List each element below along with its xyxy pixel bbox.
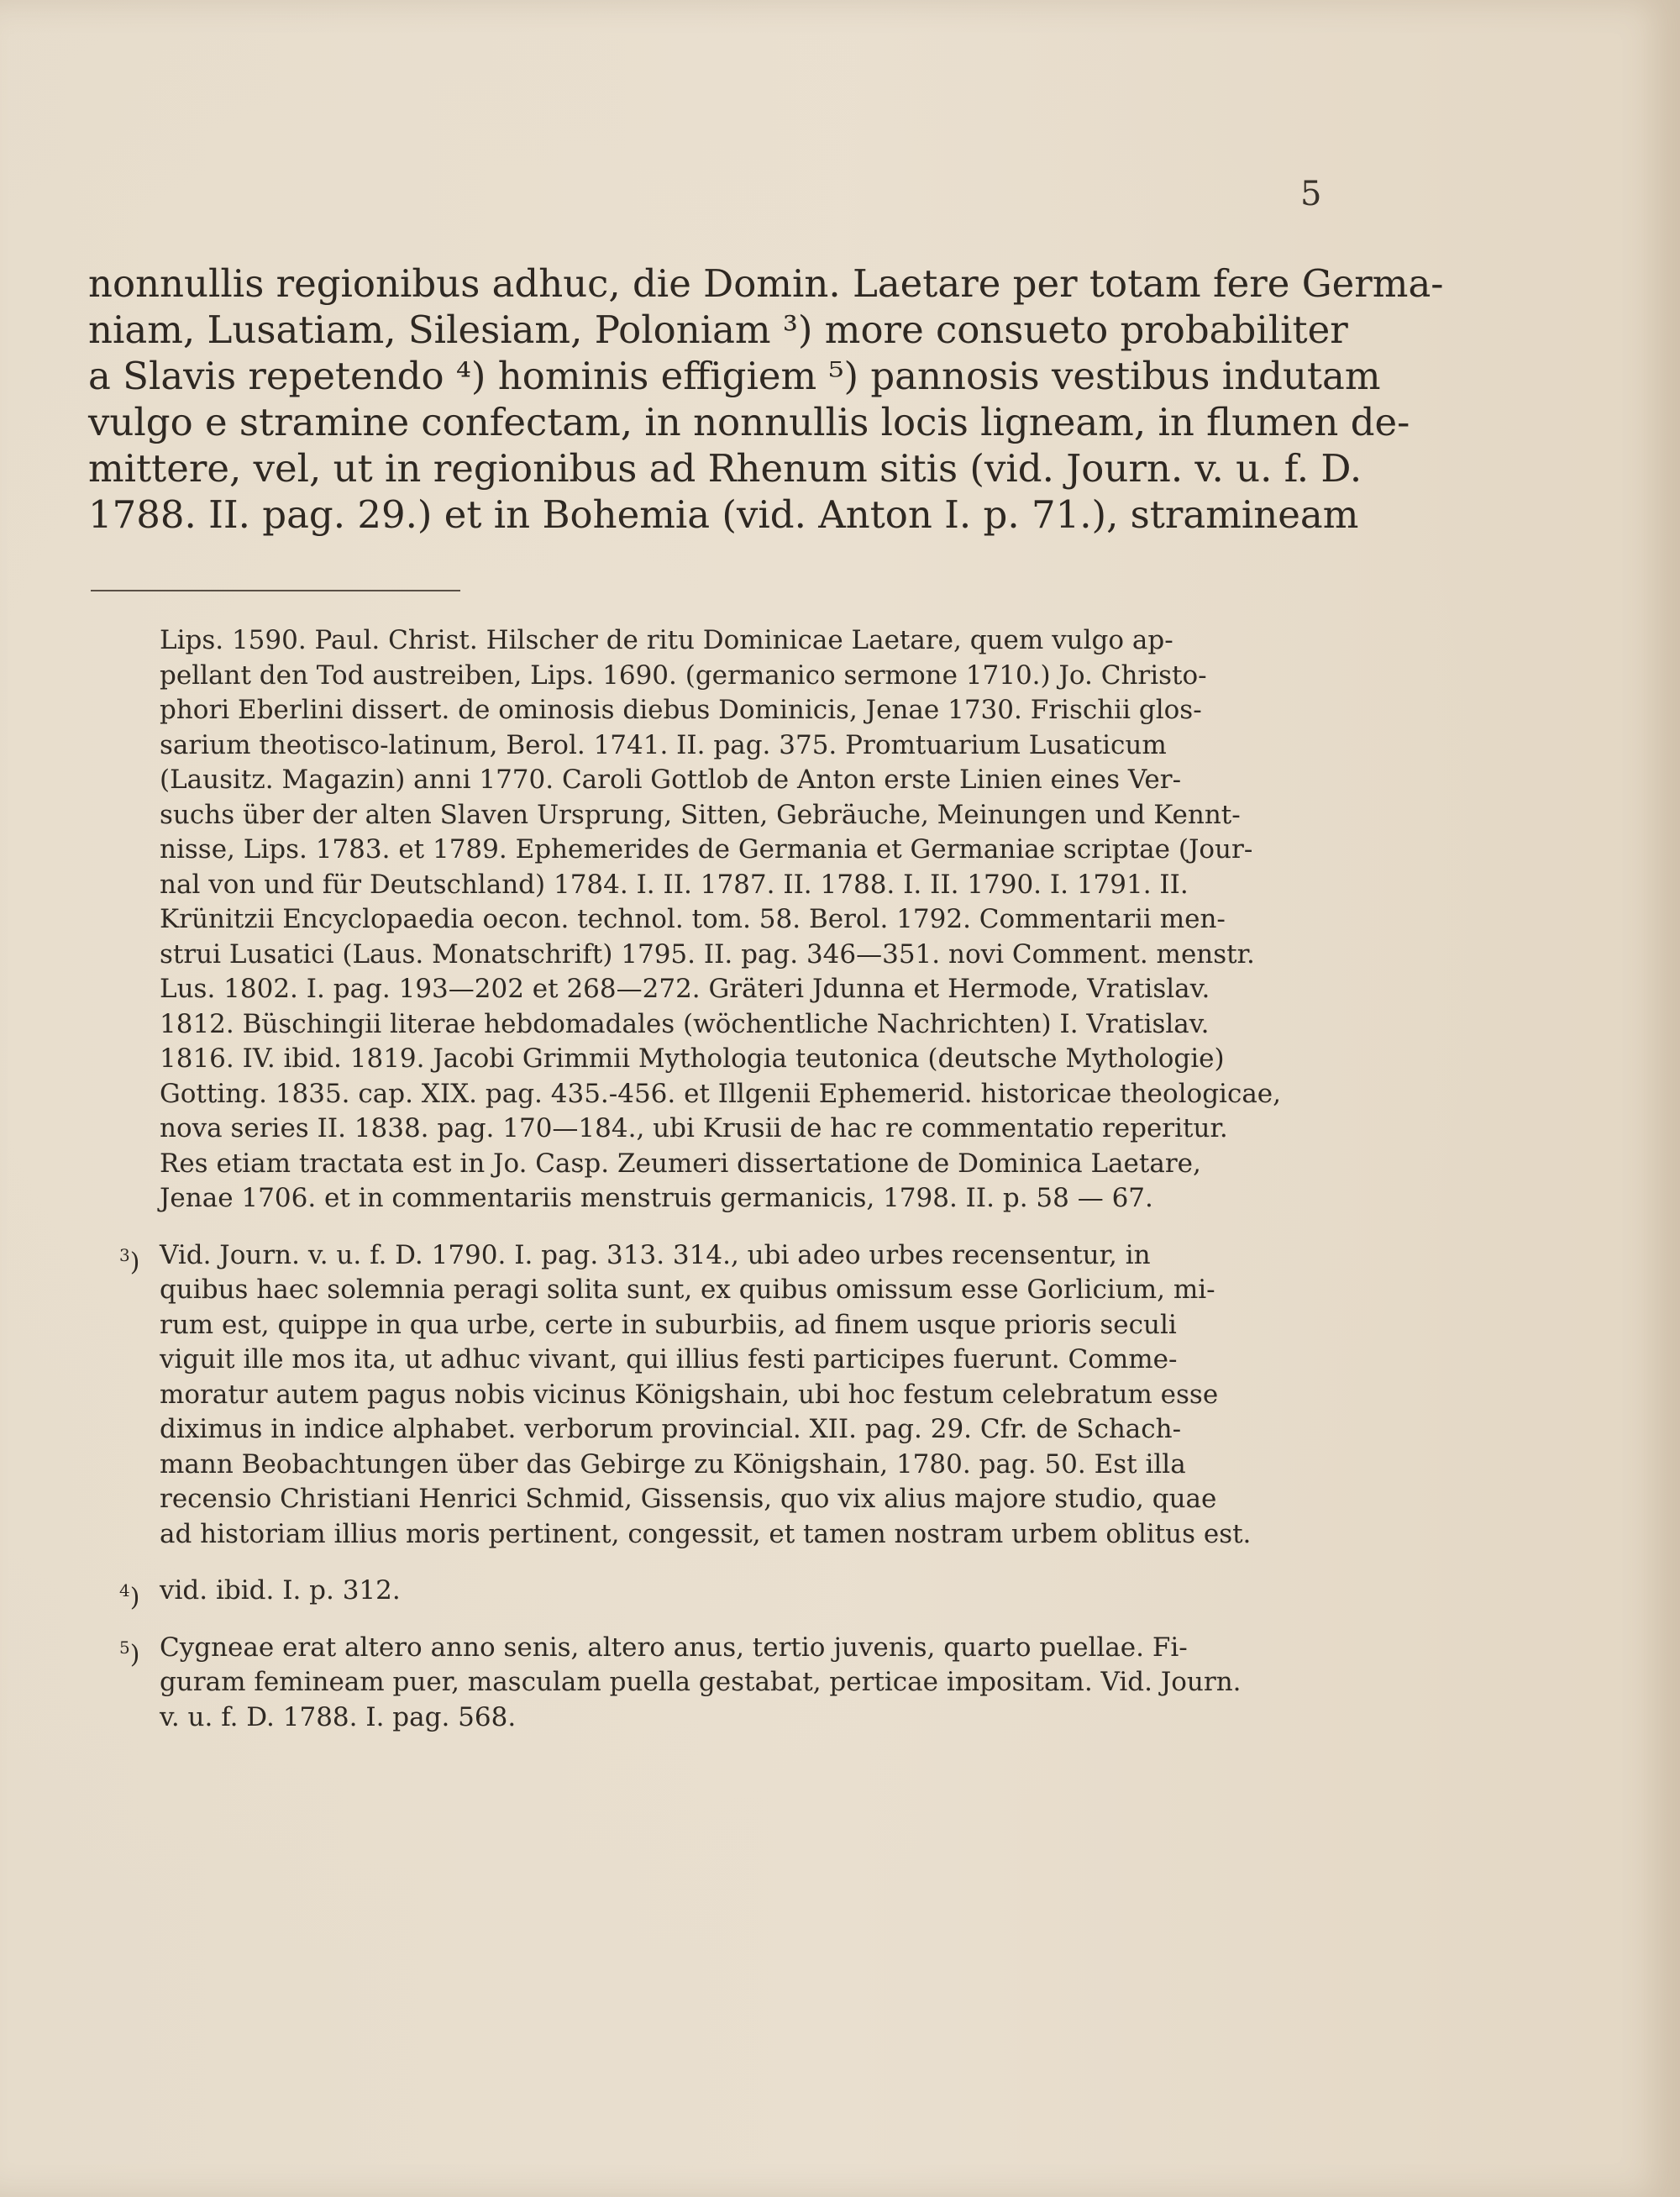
main-text-line: a Slavis repetendo ⁴) hominis effigiem ⁵) pannosis vestibus indutam	[88, 354, 1381, 398]
footnote-line: (Lausitz. Magazin) anni 1770. Caroli Gottlob de Anton erste Linien eines Ver-	[160, 765, 1182, 795]
page-number: 5	[1300, 175, 1322, 213]
main-text-line: vulgo e stramine confectam, in nonnullis locis ligneam, in flumen de-	[88, 400, 1410, 444]
footnote-line: mann Beobachtungen über das Gebirge zu Königshain, 1780. pag. 50. Est illa	[160, 1448, 1186, 1480]
footnote-line: vid. ibid. I. p. 312.	[160, 1575, 401, 1606]
footnote-line: recensio Christiani Henrici Schmid, Gissensis, quo vix alius majore studio, quae	[160, 1484, 1217, 1514]
footnote-line: Jenae 1706. et in commentariis menstruis germanicis, 1798. II. p. 58 — 67.	[160, 1183, 1153, 1213]
footnote-line: sarium theotisco-latinum, Berol. 1741. II. pag. 375. Promtuarium Lusaticum	[160, 729, 1167, 760]
footnote-line: Cygneae erat altero anno senis, altero anus, tertio juvenis, quarto puellae. Fi-	[160, 1632, 1188, 1663]
main-text	[88, 260, 1444, 538]
footnote-line: strui Lusatici (Laus. Monatschrift) 1795. II. pag. 346—351. novi Comment. menstr.	[160, 938, 1255, 970]
footnote-line: ad historiam illius moris pertinent, congessit, et tamen nostram urbem oblitus est.	[160, 1518, 1252, 1549]
footnote-line: quibus haec solemnia peragi solita sunt, ex quibus omissum esse Gorlicium, mi-	[160, 1275, 1215, 1305]
footnote-line: nisse, Lips. 1783. et 1789. Ephemerides de Germania et Germaniae scriptae (Jour-	[160, 834, 1253, 865]
footnote-number: 4	[119, 1580, 130, 1600]
footnote-line: rum est, quippe in qua urbe, certe in suburbiis, ad finem usque prioris seculi	[160, 1309, 1177, 1340]
footnote-line: pellant den Tod austreiben, Lips. 1690. (germanico sermone 1710.) Jo. Christo-	[160, 660, 1207, 691]
footnote-line: Lips. 1590. Paul. Christ. Hilscher de ritu Dominicae Laetare, quem vulgo ap-	[160, 625, 1173, 655]
footnote-separator-rule	[91, 590, 460, 591]
footnote-number: 5	[119, 1637, 130, 1658]
footnote-line: moratur autem pagus nobis vicinus Königshain, ubi hoc festum celebratum esse	[160, 1379, 1219, 1410]
footnotes	[119, 623, 1344, 1735]
footnote-line: v. u. f. D. 1788. I. pag. 568.	[160, 1701, 517, 1732]
footnote-number: 3	[119, 1244, 130, 1265]
footnote-line: guram femineam puer, masculam puella gestabat, perticae impositam. Vid. Journ.	[160, 1667, 1242, 1697]
footnote-line: Vid. Journ. v. u. f. D. 1790. I. pag. 313. 314., ubi adeo urbes recensentur, in	[160, 1239, 1151, 1270]
footnote-4	[119, 1574, 1344, 1612]
footnote-marker: $^3$)	[119, 1244, 140, 1277]
footnote-marker: $^5$)	[119, 1637, 140, 1669]
main-text-line: nonnullis regionibus adhuc, die Domin. Laetare per totam fere Germa-	[88, 261, 1444, 306]
footnote-line: Krünitzii Encyclopaedia oecon. technol. tom. 58. Berol. 1792. Commentarii men-	[160, 904, 1226, 934]
footnote-5	[119, 1631, 1344, 1736]
footnote-line: phori Eberlini dissert. de ominosis diebus Dominicis, Jenae 1730. Frischii glos-	[160, 695, 1202, 725]
footnote-3	[119, 1238, 1344, 1553]
main-text-line: 1788. II. pag. 29.) et in Bohemia (vid. Anton I. p. 71.), stramineam	[88, 492, 1359, 537]
footnote-continued	[160, 623, 1344, 1217]
footnote-line: Gotting. 1835. cap. XIX. pag. 435.-456. et Illgenii Ephemerid. historicae theologicae,	[160, 1078, 1281, 1109]
footnote-line: nova series II. 1838. pag. 170—184., ubi Krusii de hac re commentatio reperitur.	[160, 1113, 1228, 1143]
footnote-line: nal von und für Deutschland) 1784. I. II. 1787. II. 1788. I. II. 1790. I. 1791. II.	[160, 869, 1189, 900]
footnote-line: 1816. IV. ibid. 1819. Jacobi Grimmii Mythologia teutonica (deutsche Mythologie)	[160, 1043, 1225, 1074]
footnote-line: Lus. 1802. I. pag. 193—202 et 268—272. Gräteri Jdunna et Hermode, Vratislav.	[160, 974, 1210, 1004]
main-text-line: mittere, vel, ut in regionibus ad Rhenum sitis (vid. Journ. v. u. f. D.	[88, 446, 1362, 491]
footnote-line: suchs über der alten Slaven Ursprung, Sitten, Gebräuche, Meinungen und Kennt-	[160, 799, 1241, 830]
footnote-marker: $^4$)	[119, 1580, 140, 1612]
footnote-line: Res etiam tractata est in Jo. Casp. Zeumeri dissertatione de Dominica Laetare,	[160, 1148, 1201, 1179]
footnote-line: viguit ille mos ita, ut adhuc vivant, qui illius festi participes fuerunt. Comme-	[160, 1344, 1178, 1374]
footnote-line: 1812. Büschingii literae hebdomadales (wöchentliche Nachrichten) I. Vratislav.	[160, 1008, 1210, 1039]
footnote-line: diximus in indice alphabet. verborum provincial. XII. pag. 29. Cfr. de Schach-	[160, 1414, 1182, 1444]
main-text-line: niam, Lusatiam, Silesiam, Poloniam ³) more consueto probabiliter	[88, 307, 1348, 352]
